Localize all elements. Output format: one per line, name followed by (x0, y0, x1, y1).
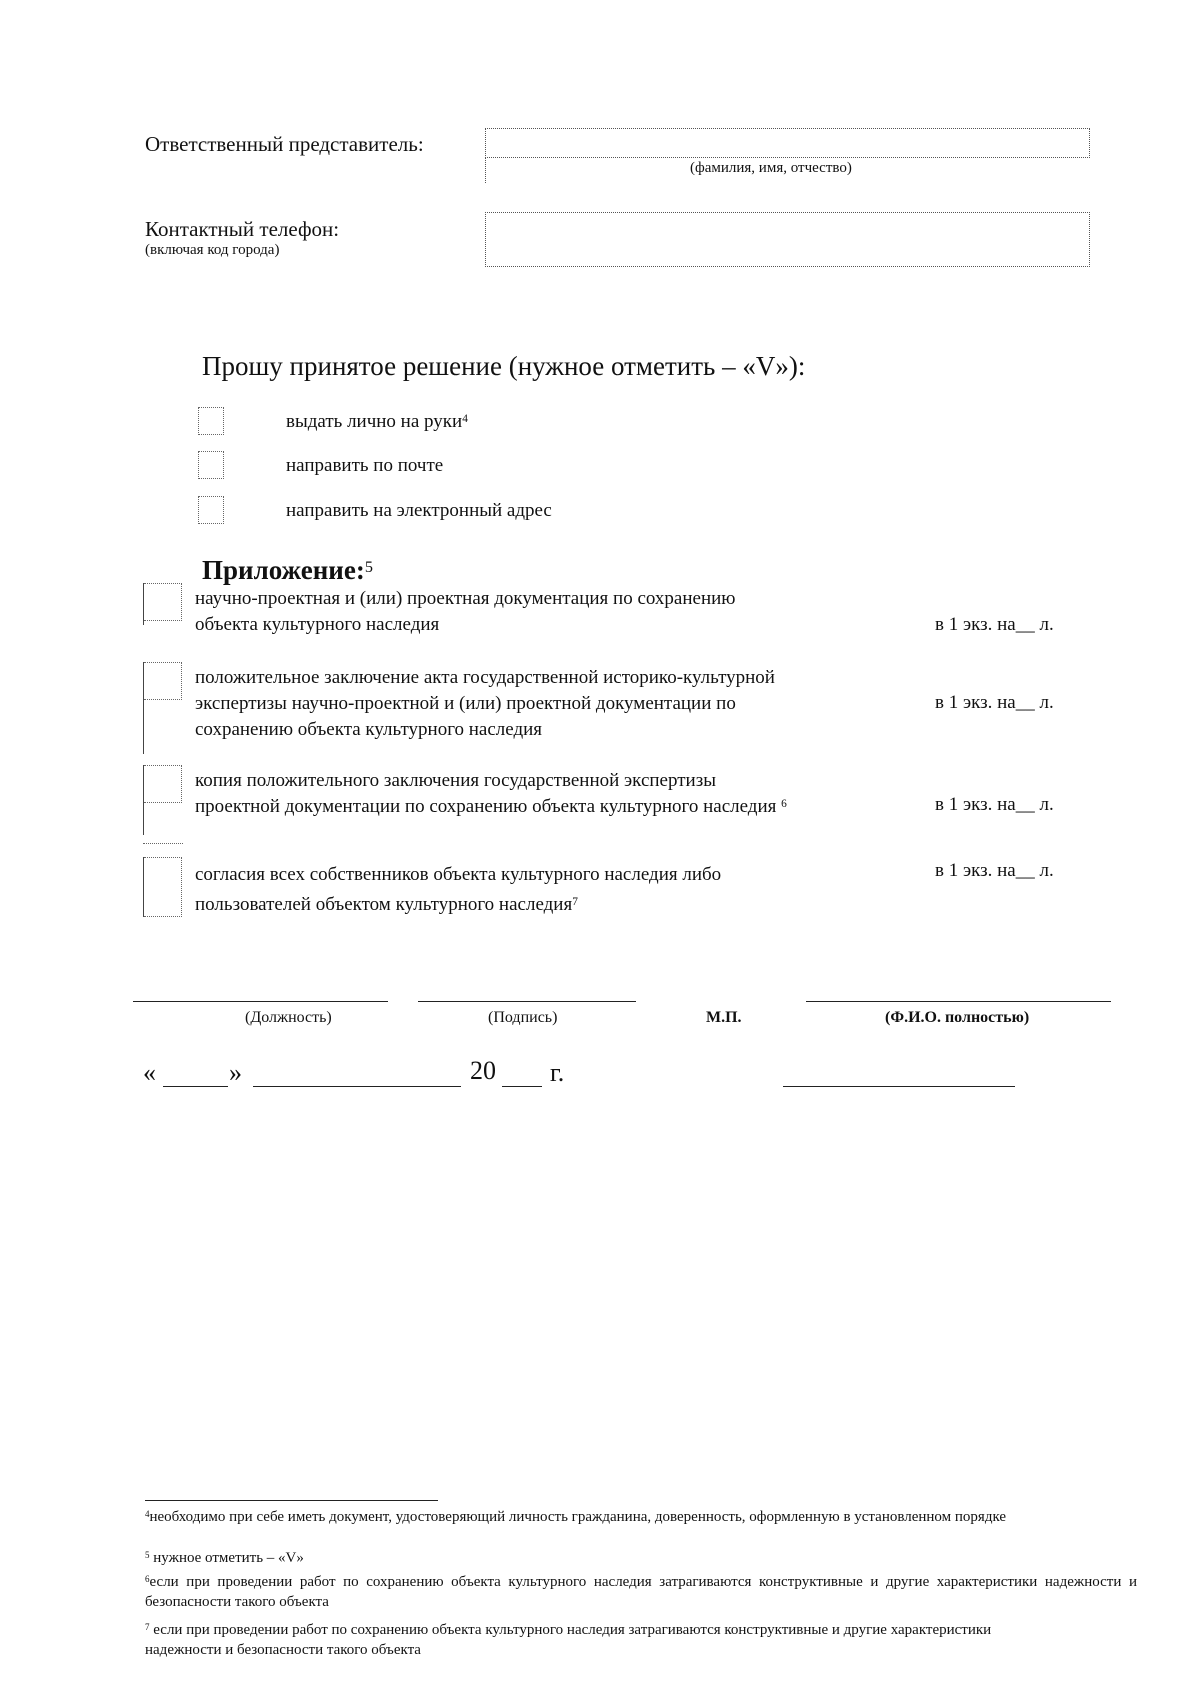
representative-caption: (фамилия, имя, отчество) (690, 160, 852, 176)
footnote-separator (145, 1500, 438, 1501)
decision-checkbox-mail[interactable] (198, 451, 224, 479)
representative-label: Ответственный представитель: (145, 132, 424, 156)
fio-caption: (Ф.И.О. полностью) (885, 1009, 1030, 1026)
position-caption: (Должность) (245, 1009, 332, 1026)
attachment-checkbox-3[interactable] (143, 765, 181, 835)
attachment-checkbox-4[interactable] (143, 857, 181, 917)
footnote-6: $^6$если при проведении работ по сохранению объекта культурного наследия затрагиваются конструктивные и другие характеристики надежности и безопасности такого объекта (145, 1573, 1137, 1610)
date-year-line[interactable] (502, 1086, 542, 1087)
footnote-5: $^5$ нужное отметить – «V» (145, 1549, 304, 1566)
date-day-line[interactable] (163, 1086, 228, 1087)
decision-checkbox-in-person[interactable] (198, 407, 224, 435)
decision-title: Прошу принятое решение (нужное отметить – «V»): (202, 351, 806, 381)
representative-divider (485, 158, 486, 183)
fio-line[interactable] (806, 1001, 1111, 1002)
position-line[interactable] (133, 1001, 388, 1002)
date-month-line[interactable] (253, 1086, 461, 1087)
signature-caption: (Подпись) (488, 1009, 558, 1026)
date-year-suffix: г. (550, 1058, 565, 1087)
attachment-qty-3: в 1 экз. на__ л. (935, 794, 1054, 815)
decision-option-email: направить на электронный адрес (286, 500, 552, 521)
footnote-7: $^7$ если при проведении работ по сохранению объекта культурного наследия затрагиваются конструктивные и другие характеристики надежности и безопасности такого объекта (145, 1621, 992, 1658)
attachment-item-2: положительное заключение акта государственной историко-культурной экспертизы научно-проектной и (или) проектной документации по сохранению объекта культурного наследия (195, 667, 775, 740)
date-year-prefix: 20 (470, 1056, 496, 1085)
decision-checkbox-email[interactable] (198, 496, 224, 524)
signature-line[interactable] (418, 1001, 636, 1002)
stamp-label: М.П. (706, 1009, 742, 1026)
attachment-qty-2: в 1 экз. на__ л. (935, 692, 1054, 713)
date-extra-line[interactable] (783, 1086, 1015, 1087)
decision-option-in-person: выдать лично на руки$^4$ (286, 411, 468, 432)
representative-field[interactable] (485, 128, 1090, 158)
decision-option-mail: направить по почте (286, 455, 444, 476)
date-open-quote: « (143, 1058, 156, 1087)
attachment-qty-4: в 1 экз. на__ л. (935, 860, 1054, 881)
phone-field[interactable] (485, 212, 1090, 267)
phone-label: Контактный телефон: (145, 217, 340, 241)
date-close-quote: » (229, 1058, 242, 1087)
attachments-title: Приложение:$^5$ (202, 555, 373, 585)
attachment-item-4: согласия всех собственников объекта культурного наследия либо пользователей объектом культурного наследия$^7$ (195, 864, 722, 915)
attachment-item-3: копия положительного заключения государственной экспертизы проектной документации по сохранению объекта культурного наследия $^6$ (195, 770, 787, 817)
attachment-qty-1: в 1 экз. на__ л. (935, 614, 1054, 635)
attachment-checkbox-2[interactable] (143, 662, 181, 754)
footnote-4: $^4$необходимо при себе иметь документ, удостоверяющий личность гражданина, доверенность, оформленную в установленном порядке (145, 1508, 1007, 1525)
attachment-item-1: научно-проектная и (или) проектная документация по сохранению объекта культурного наследия (195, 588, 736, 635)
phone-hint: (включая код города) (145, 242, 280, 258)
attachment-checkbox-1[interactable] (143, 583, 181, 625)
attachment-separator (143, 843, 183, 844)
